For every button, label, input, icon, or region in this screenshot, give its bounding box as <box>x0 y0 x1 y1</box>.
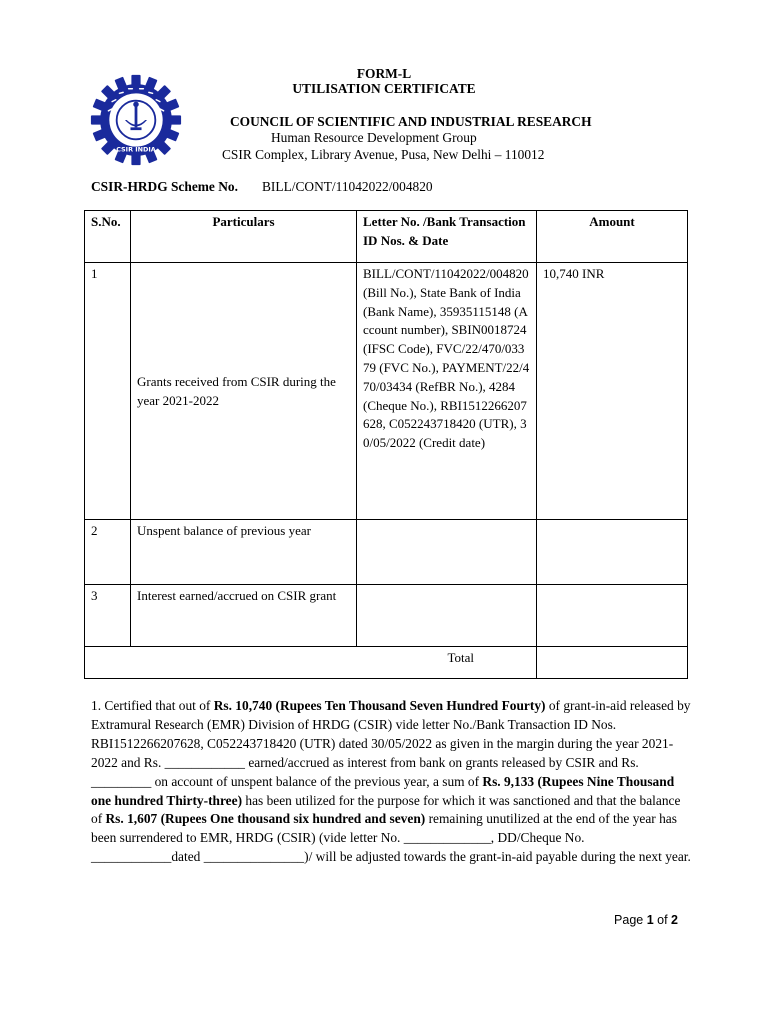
header-letter: Letter No. /Bank Transaction ID Nos. & Date <box>357 211 537 263</box>
form-title: FORM-L <box>356 66 412 81</box>
certificate-title: UTILISATION CERTIFICATE <box>292 81 476 96</box>
header-amount: Amount <box>537 211 688 263</box>
row-particulars: Interest earned/accrued on CSIR grant <box>131 585 357 647</box>
page-of: of <box>653 913 672 927</box>
logo-text: CSIR INDIA <box>116 145 156 154</box>
row-amount: 10,740 INR <box>537 263 688 520</box>
row-sno: 2 <box>85 520 131 585</box>
address: CSIR Complex, Library Avenue, Pusa, New Delhi – 110012 <box>222 147 545 162</box>
row-particulars: Grants received from CSIR during the year 2021-2022 <box>131 263 357 520</box>
utilisation-table <box>84 210 688 679</box>
scheme-number: BILL/CONT/11042022/004820 <box>262 179 433 194</box>
cert-text-3: has been utilized for the purpose for which it was sanctioned and that the balance of <box>91 792 681 827</box>
row-letter: BILL/CONT/11042022/004820 (Bill No.), State Bank of India (Bank Name), 35935115148 (Account number), SBIN0018724 (IFSC Code), FVC/22/470/03379 (FVC No.), PAYMENT/22/470/03434 (RefBR No.), 4284 (Cheque No.), RBI1512266207628, C052243718420 (UTR), 30/05/2022 (Credit date) <box>357 263 537 520</box>
table-row <box>85 585 688 647</box>
total-value <box>537 647 688 679</box>
total-label: Total <box>85 647 537 679</box>
scheme-line <box>91 179 433 195</box>
header-particulars: Particulars <box>131 211 357 263</box>
certification-paragraph <box>91 697 691 867</box>
row-amount <box>537 520 688 585</box>
total-row <box>85 647 688 679</box>
row-amount <box>537 585 688 647</box>
cert-text-1: 1. Certified that out of <box>91 698 214 713</box>
group-name: Human Resource Development Group <box>271 130 477 145</box>
row-particulars: Unspent balance of previous year <box>131 520 357 585</box>
row-sno: 3 <box>85 585 131 647</box>
cert-amount-utilized: Rs. 9,133 (Rupees Nine Thousand one hundred Thirty-three) <box>91 773 675 808</box>
table-header-row <box>85 211 688 263</box>
scheme-label: CSIR-HRDG Scheme No. <box>91 179 238 194</box>
row-sno: 1 <box>85 263 131 520</box>
row-letter <box>357 585 537 647</box>
cert-amount-received: Rs. 10,740 (Rupees Ten Thousand Seven Hundred Fourty) <box>213 698 546 713</box>
table-row <box>85 520 688 585</box>
table-row <box>85 263 688 520</box>
cert-text-4: remaining unutilized at the end of the year has been surrendered to EMR, HRDG (CSIR) (vide letter No. _____________, DD/Cheque No. ____________dated _______________)/ will be adjusted towards the grant-in-aid payable during the next year. <box>91 811 691 865</box>
page-total: 2 <box>671 913 678 927</box>
row-letter <box>357 520 537 585</box>
council-name: COUNCIL OF SCIENTIFIC AND INDUSTRIAL RESEARCH <box>230 114 592 129</box>
page-current: 1 <box>646 913 654 927</box>
page-number <box>614 913 678 927</box>
cert-text-2: of grant-in-aid released by Extramural Research (EMR) Division of HRDG (CSIR) vide letter No./Bank Transaction ID Nos. RBI1512266207628, C052243718420 (UTR) dated 30/05/2022 as given in the margin during the year 2021-2022 and Rs. ____________ earned/accrued as interest from bank on grants released by CSIR and Rs. _________ on account of unspent balance of the previous year, a sum of <box>91 698 691 789</box>
page-prefix: Page <box>614 913 647 927</box>
header-sno: S.No. <box>85 211 131 263</box>
cert-amount-balance: Rs. 1,607 (Rupees One thousand six hundred and seven) <box>105 811 426 827</box>
